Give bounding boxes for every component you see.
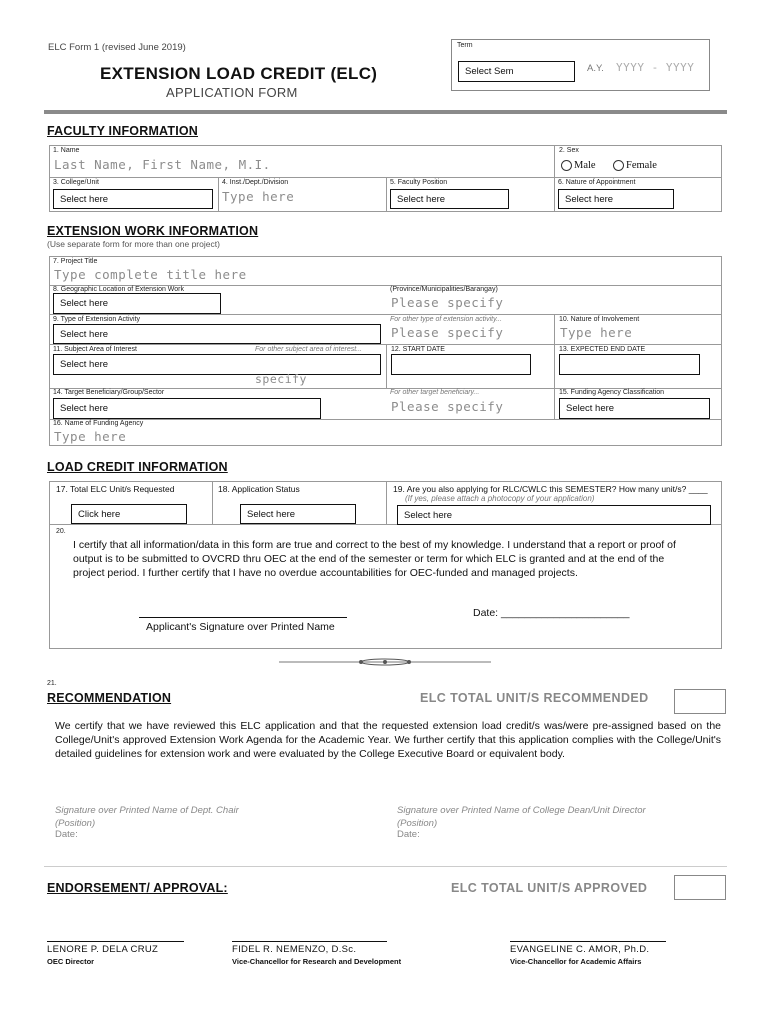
activity-select[interactable]: Select here bbox=[53, 324, 381, 344]
start-date-label: 12. START DATE bbox=[391, 346, 445, 353]
oec-director-position: OEC Director bbox=[47, 957, 95, 966]
ext-col-divider-3 bbox=[554, 344, 555, 388]
beneficiary-select[interactable]: Select here bbox=[53, 398, 321, 419]
dean-signature[interactable]: Signature over Printed Name of College Dean/Unit Director bbox=[397, 805, 646, 816]
ay-label: A.Y. bbox=[587, 63, 604, 74]
ornament-divider-icon bbox=[279, 657, 491, 667]
funding-name-input[interactable]: Type here bbox=[54, 429, 127, 444]
activity-label: 9. Type of Extension Activity bbox=[53, 316, 141, 323]
inst-label: 4. Inst./Dept./Division bbox=[222, 179, 289, 186]
approved-units-input[interactable] bbox=[674, 875, 726, 900]
ay-input[interactable]: YYYY - YYYY bbox=[616, 61, 695, 74]
faculty-col-divider-2 bbox=[218, 177, 219, 212]
dept-chair-date: Date: bbox=[55, 829, 78, 840]
sex-female-option[interactable] bbox=[613, 160, 657, 171]
subject-label: 11. Subject Area of Interest bbox=[53, 346, 137, 353]
faculty-col-divider-3 bbox=[386, 177, 387, 212]
units-button[interactable]: Click here bbox=[71, 504, 187, 524]
faculty-heading: FACULTY INFORMATION bbox=[47, 124, 199, 138]
inst-input[interactable]: Type here bbox=[222, 189, 295, 204]
ext-col-divider-2 bbox=[386, 344, 387, 388]
beneficiary-other-input[interactable]: Please specify bbox=[391, 399, 504, 414]
approved-units-label: ELC TOTAL UNIT/S APPROVED bbox=[451, 881, 648, 895]
recommended-units-label: ELC TOTAL UNIT/S RECOMMENDED bbox=[420, 691, 649, 705]
geo-label: 8. Geographic Location of Extension Work bbox=[53, 286, 185, 293]
sex-male-option[interactable] bbox=[561, 160, 596, 171]
rlc-label: 19. Are you also applying for RLC/CWLC this SEMESTER? How many unit/s? ____ bbox=[393, 484, 708, 494]
funding-class-label: 15. Funding Agency Classification bbox=[559, 389, 665, 396]
term-label: Term bbox=[457, 42, 473, 49]
appointment-label: 6. Nature of Appointment bbox=[558, 179, 636, 186]
signer-line-1 bbox=[47, 941, 184, 942]
endorsement-divider bbox=[44, 866, 727, 867]
end-date-input[interactable] bbox=[559, 354, 700, 375]
faculty-col-divider-1 bbox=[554, 145, 555, 212]
header-divider bbox=[44, 110, 727, 114]
activity-other-label: For other type of extension activity... bbox=[390, 316, 502, 323]
position-label: 5. Faculty Position bbox=[390, 179, 448, 186]
rlc-note: (If yes, please attach a photocopy of your application) bbox=[405, 494, 595, 503]
signer-line-2 bbox=[232, 941, 387, 942]
involvement-label: 10. Nature of Involvement bbox=[559, 316, 640, 323]
dean-date: Date: bbox=[397, 829, 420, 840]
oec-director-name: LENORE P. DELA CRUZ bbox=[47, 944, 159, 955]
involvement-input[interactable]: Type here bbox=[560, 325, 633, 340]
sex-label: 2. Sex bbox=[559, 147, 579, 154]
extension-note: (Use separate form for more than one project) bbox=[47, 239, 220, 249]
status-select[interactable]: Select here bbox=[240, 504, 356, 524]
status-label: 18. Application Status bbox=[218, 484, 300, 494]
college-select[interactable]: Select here bbox=[53, 189, 213, 209]
recommendation-number: 21. bbox=[47, 680, 57, 687]
rlc-select[interactable]: Select here bbox=[397, 505, 711, 525]
form-title: EXTENSION LOAD CREDIT (ELC) bbox=[100, 64, 378, 83]
lc-col-divider-2 bbox=[386, 481, 387, 524]
funding-name-label: 16. Name of Funding Agency bbox=[53, 420, 144, 427]
beneficiary-label: 14. Target Beneficiary/Group/Sector bbox=[53, 389, 165, 396]
beneficiary-other-label: For other target beneficiary... bbox=[390, 389, 480, 396]
form-subtitle: APPLICATION FORM bbox=[166, 85, 298, 100]
activity-other-input[interactable]: Please specify bbox=[391, 325, 504, 340]
start-date-input[interactable] bbox=[391, 354, 531, 375]
vcaa-position: Vice-Chancellor for Academic Affairs bbox=[510, 957, 642, 966]
vcaa-name: EVANGELINE C. AMOR, Ph.D. bbox=[510, 944, 650, 955]
applicant-signature-line[interactable] bbox=[139, 617, 347, 618]
title-input[interactable]: Type complete title here bbox=[54, 267, 247, 282]
position-select[interactable]: Select here bbox=[390, 189, 509, 209]
name-input[interactable]: Last Name, First Name, M.I. bbox=[54, 157, 271, 172]
applicant-signature-caption: Applicant's Signature over Printed Name bbox=[146, 621, 335, 633]
term-select[interactable]: Select Sem bbox=[458, 61, 575, 82]
extension-heading: EXTENSION WORK INFORMATION bbox=[47, 224, 259, 238]
signer-line-3 bbox=[510, 941, 666, 942]
recommendation-heading: RECOMMENDATION bbox=[47, 691, 172, 705]
dept-chair-position: (Position) bbox=[55, 818, 96, 829]
female-label: Female bbox=[626, 160, 657, 171]
subject-other-input[interactable]: specify bbox=[255, 372, 307, 386]
ext-col-divider-1 bbox=[554, 314, 555, 344]
certification-text: I certify that all information/data in this form are true and correct to the best of my knowledge. I understand that a report or proof of output is to be submitted to OVCRD thru OEC at the end of the semester or term for which ELC is granted and at the end of the project period. I further certify that I have no overdue accountabilities for OEC-funded and managed projects. bbox=[73, 539, 676, 579]
college-label: 3. College/Unit bbox=[53, 179, 99, 186]
recommendation-text: We certify that we have reviewed this ELC application and that the requested extension load credit/s was/were pre-assigned based on the College/Unit's approved Extension Work Agenda for the Academic Year. We further certify that this application complies with the College/Unit's detailed guidelines for extension work and were evaluated by the College Executive Board or equivalent body. bbox=[55, 720, 721, 760]
vcrd-name: FIDEL R. NEMENZO, D.Sc. bbox=[232, 944, 357, 955]
geo-detail-label: (Province/Municipalities/Barangay) bbox=[390, 286, 498, 293]
geo-select[interactable]: Select here bbox=[53, 293, 221, 314]
female-radio[interactable] bbox=[613, 160, 624, 171]
ext-row-divider-5 bbox=[49, 419, 722, 420]
male-radio[interactable] bbox=[561, 160, 572, 171]
title-label: 7. Project Title bbox=[53, 258, 98, 265]
geo-detail-input[interactable]: Please specify bbox=[391, 295, 504, 310]
name-label: 1. Name bbox=[53, 147, 80, 154]
subject-select[interactable]: Select here bbox=[53, 354, 381, 375]
applicant-date[interactable]: Date: ______________________ bbox=[473, 607, 630, 619]
dept-chair-signature[interactable]: Signature over Printed Name of Dept. Chair bbox=[55, 805, 239, 816]
appointment-select[interactable]: Select here bbox=[558, 189, 674, 209]
form-code: ELC Form 1 (revised June 2019) bbox=[48, 42, 186, 53]
load-credit-heading: LOAD CREDIT INFORMATION bbox=[47, 460, 228, 474]
ext-row-divider-2 bbox=[49, 314, 722, 315]
male-label: Male bbox=[574, 160, 596, 171]
dean-position: (Position) bbox=[397, 818, 438, 829]
units-label: 17. Total ELC Unit/s Requested bbox=[56, 484, 175, 494]
endorsement-heading: ENDORSEMENT/ APPROVAL: bbox=[47, 881, 228, 895]
end-date-label: 13. EXPECTED END DATE bbox=[559, 346, 646, 353]
vcrd-position: Vice-Chancellor for Research and Development bbox=[232, 957, 402, 966]
recommended-units-input[interactable] bbox=[674, 689, 726, 714]
funding-class-select[interactable]: Select here bbox=[559, 398, 710, 419]
lc-col-divider-1 bbox=[212, 481, 213, 524]
ext-col-divider-4 bbox=[554, 388, 555, 419]
subject-other-label: For other subject area of interest... bbox=[255, 346, 362, 353]
cert-number: 20. bbox=[56, 528, 66, 535]
